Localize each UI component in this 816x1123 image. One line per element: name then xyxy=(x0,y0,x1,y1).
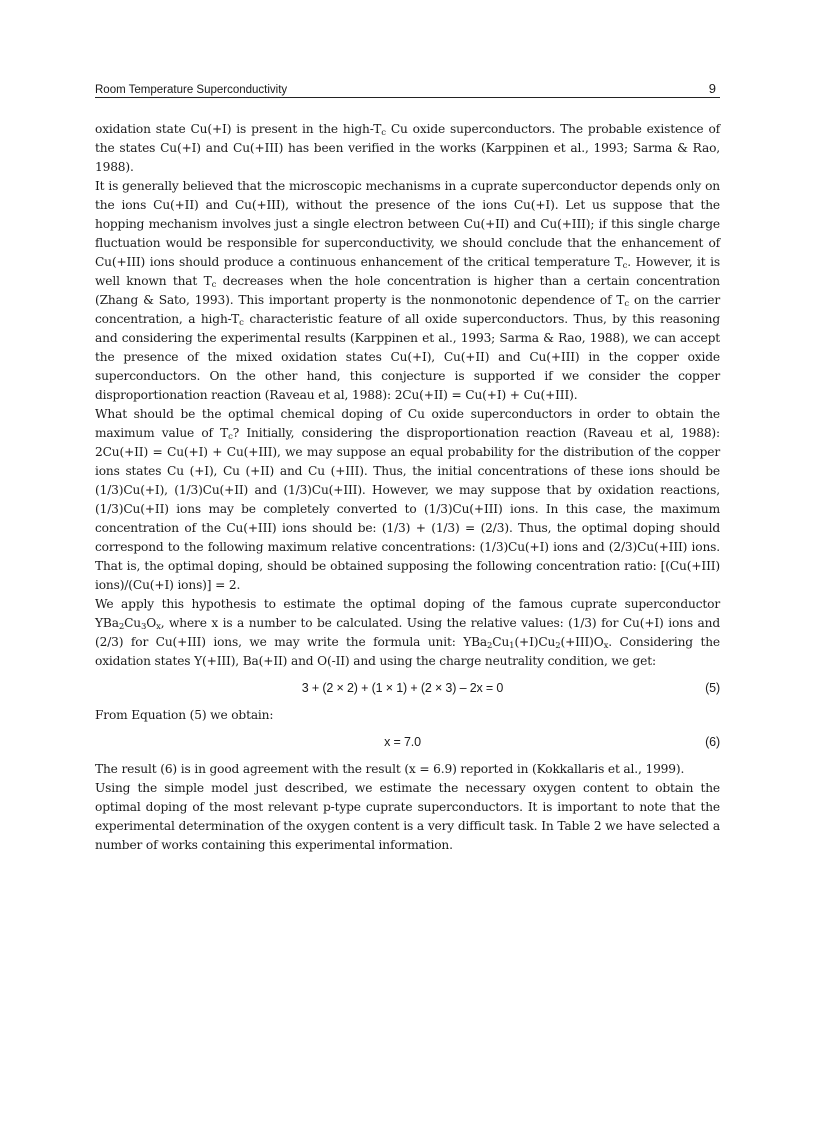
equation-5 xyxy=(95,679,720,698)
paragraph: It is generally believed that the microscopic mechanisms in a cuprate superconductor depends only on the ions Cu(+II) and Cu(+III), without the presence of the ions Cu(+I). Let us suppose that the hopping mechanism involves just a single electron between Cu(+II) and Cu(+III); if this single charge fluctuation would be responsible for superconductivity, we should conclude that the enhancement of Cu(+III) ions should produce a continuous enhancement of the critical temperature $T_c$. However, it is well known that $T_c$ decreases when the hole concentration is higher than a certain concentration (Zhang & Sato, 1993). This important property is the nonmonotonic dependence of $T_c$ on the carrier concentration, a high-$T_c$ characteristic feature of all oxide superconductors. Thus, by this reasoning and considering the experimental results (Karppinen et al., 1993; Sarma & Rao, 1988), we can accept the presence of the mixed oxidation states Cu(+I), Cu(+II) and Cu(+III) in the copper oxide superconductors. On the other hand, this conjecture is supported if we consider the copper disproportionation reaction (Raveau et al, 1988): 2Cu(+II) = Cu(+I) + Cu(+III). xyxy=(95,179,721,402)
equation-expression: x = 7.0 xyxy=(384,735,421,749)
paragraph: The result (6) is in good agreement with the result (x = 6.9) reported in (Kokkallaris et al., 1999). xyxy=(95,762,685,776)
paragraph: We apply this hypothesis to estimate the optimal doping of the famous cuprate superconductor $YBa_2Cu_3O_x$, where x is a number to be calculated. Using the relative values: (1/3) for Cu(+I) ions and (2/3) for Cu(+III) ions, we may write the formula unit: $YBa_2Cu_1(+I)Cu_2(+III)O_x$. Considering the oxidation states Y(+III), Ba(+II) and O(-II) and using the charge neutrality condition, we get: xyxy=(95,597,720,668)
paragraph: What should be the optimal chemical doping of Cu oxide superconductors in order to obtain the maximum value of $T_c$? Initially, considering the disproportionation reaction (Raveau et al, 1988): 2Cu(+II) = Cu(+I) + Cu(+III), we may suppose an equal probability for the distribution of the copper ions states Cu (+I), Cu (+II) and Cu (+III). Thus, the initial concentrations of these ions should be (1/3)Cu(+I), (1/3)Cu(+II) and (1/3)Cu(+III). However, we may suppose that by oxidation reactions, (1/3)Cu(+II) ions may be completely converted to (1/3)Cu(+III) ions. In this case, the maximum concentration of the Cu(+III) ions should be: (1/3) + (1/3) = (2/3). Thus, the optimal doping should correspond to the following maximum relative concentrations: (1/3)Cu(+I) ions and (2/3)Cu(+III) ions. That is, the optimal doping, should be obtained supposing the following concentration ratio: [(Cu(+III) ions)/(Cu(+I) ions)] = 2. xyxy=(95,407,720,592)
running-header xyxy=(95,80,720,98)
paragraph: Using the simple model just described, we estimate the necessary oxygen content to obtain the optimal doping of the most relevant p-type cuprate superconductors. It is important to note that the experimental determination of the oxygen content is a very difficult task. In Table 2 we have selected a number of works containing this experimental information. xyxy=(95,781,720,852)
paragraph: From Equation (5) we obtain: xyxy=(95,708,274,722)
page-number: 9 xyxy=(708,81,716,96)
paragraph: oxidation state Cu(+I) is present in the high-$T_c$ Cu oxide superconductors. The probable existence of the states Cu(+I) and Cu(+III) has been verified in the works (Karppinen et al., 1993; Sarma & Rao, 1988). xyxy=(95,122,720,174)
page xyxy=(95,80,720,855)
body-text xyxy=(95,120,720,855)
running-title: Room Temperature Superconductivity xyxy=(95,84,288,96)
equation-number: (6) xyxy=(705,735,720,749)
equation-6 xyxy=(95,733,720,752)
equation-expression: 3 + (2 × 2) + (1 × 1) + (2 × 3) – 2x = 0 xyxy=(301,681,504,695)
equation-number: (5) xyxy=(705,681,720,695)
